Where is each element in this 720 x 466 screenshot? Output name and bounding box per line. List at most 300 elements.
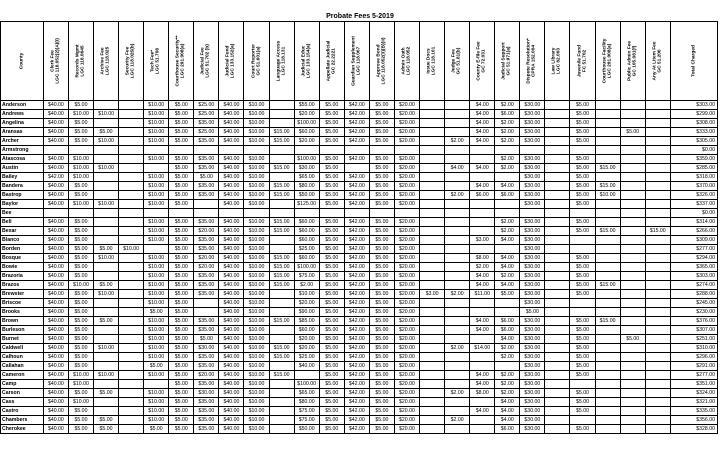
fee-cell <box>595 326 620 335</box>
fee-cell <box>520 209 545 218</box>
fee-cell <box>269 290 294 299</box>
fee-cell <box>219 209 244 218</box>
fee-cell: $14.00 <box>470 344 495 353</box>
table-row <box>1 137 718 146</box>
fee-cell: $30.00 <box>520 272 545 281</box>
fee-cell <box>445 407 470 416</box>
fee-cell <box>595 137 620 146</box>
fee-cell: $15.00 <box>269 254 294 263</box>
fee-cell: $5.00 <box>68 128 93 137</box>
fee-cell <box>445 317 470 326</box>
fee-cell <box>620 236 645 245</box>
fee-cell: $40.00 <box>43 263 68 272</box>
county-cell: Bee <box>1 209 44 218</box>
fee-cell <box>394 146 419 155</box>
fee-cell <box>595 155 620 164</box>
fee-cell: $5.00 <box>570 425 595 434</box>
column-header <box>94 22 119 101</box>
table-body <box>1 101 718 434</box>
fee-cell: $15.00 <box>595 317 620 326</box>
fee-cell: $5.00 <box>319 218 344 227</box>
fee-cell: $5.00 <box>570 191 595 200</box>
fee-cell <box>119 146 144 155</box>
fee-cell: $20.00 <box>394 362 419 371</box>
fee-cell <box>119 362 144 371</box>
fee-cell: $10.00 <box>144 344 169 353</box>
fee-cell <box>545 371 570 380</box>
fee-cell: $5.00 <box>369 263 394 272</box>
fee-cell <box>445 371 470 380</box>
column-header <box>595 22 620 101</box>
fee-cell <box>94 146 119 155</box>
fee-cell: $15.00 <box>269 317 294 326</box>
fee-cell: $42.00 <box>344 191 369 200</box>
fee-cell: $75.00 <box>294 416 319 425</box>
fee-cell: $10.00 <box>144 326 169 335</box>
fee-cell <box>420 272 445 281</box>
fee-cell <box>319 209 344 218</box>
fee-cell: $10.00 <box>94 371 119 380</box>
fee-cell: $5.00 <box>319 335 344 344</box>
fee-cell: $4.00 <box>495 398 520 407</box>
total-cell: $337.00 <box>670 200 717 209</box>
table-row <box>1 317 718 326</box>
fee-cell: $30.00 <box>520 173 545 182</box>
fee-cell: $10.00 <box>244 326 269 335</box>
county-cell: Chambers <box>1 416 44 425</box>
fee-cell <box>645 290 670 299</box>
fee-cell: $35.00 <box>194 281 219 290</box>
column-header-label: Security Fee LGC 118.025(b) <box>125 43 137 79</box>
fee-cell <box>470 425 495 434</box>
fee-cell: $4.00 <box>470 128 495 137</box>
fee-cell: $5.00 <box>570 182 595 191</box>
total-cell: $303.00 <box>670 272 717 281</box>
fee-cell: $5.00 <box>570 362 595 371</box>
fee-cell: $10.00 <box>244 353 269 362</box>
fee-cell: $2.00 <box>445 137 470 146</box>
fee-cell: $3.00 <box>470 236 495 245</box>
total-cell: $285.00 <box>670 164 717 173</box>
county-cell: Burnet <box>1 335 44 344</box>
fee-cell <box>420 218 445 227</box>
fee-cell: $5.00 <box>68 416 93 425</box>
fee-cell: $35.00 <box>194 407 219 416</box>
table-row <box>1 335 718 344</box>
fee-cell: $40.00 <box>219 254 244 263</box>
fee-cell: $10.00 <box>595 191 620 200</box>
fee-cell: $5.00 <box>319 416 344 425</box>
fee-cell <box>545 164 570 173</box>
fee-cell: $40.00 <box>219 425 244 434</box>
fee-cell: $35.00 <box>194 182 219 191</box>
column-header <box>344 22 369 101</box>
fee-cell: $10.00 <box>244 182 269 191</box>
county-cell: Carson <box>1 389 44 398</box>
fee-cell: $4.00 <box>470 164 495 173</box>
fee-cell: $35.00 <box>194 245 219 254</box>
fee-cell: $2.00 <box>445 416 470 425</box>
total-cell: $294.00 <box>670 254 717 263</box>
fee-cell: $10.00 <box>244 173 269 182</box>
fee-cell: $15.00 <box>269 128 294 137</box>
fee-cell: $5.00 <box>144 362 169 371</box>
fee-cell: $5.00 <box>570 254 595 263</box>
fee-cell <box>94 236 119 245</box>
fee-cell <box>445 110 470 119</box>
fee-cell <box>470 218 495 227</box>
fee-cell <box>645 209 670 218</box>
table-row <box>1 173 718 182</box>
fee-cell: $40.00 <box>219 389 244 398</box>
fee-cell: $42.00 <box>344 155 369 164</box>
table-row <box>1 344 718 353</box>
fee-cell <box>94 353 119 362</box>
county-cell: Bandera <box>1 182 44 191</box>
fee-cell: $10.00 <box>119 245 144 254</box>
fee-cell: $5.00 <box>319 299 344 308</box>
county-cell: Austin <box>1 164 44 173</box>
fee-cell: $20.00 <box>394 119 419 128</box>
fee-cell: $42.00 <box>344 101 369 110</box>
fee-cell: $2.00 <box>495 380 520 389</box>
fee-cell <box>645 272 670 281</box>
fee-cell: $42.00 <box>344 281 369 290</box>
fee-cell <box>445 146 470 155</box>
fee-cell <box>595 371 620 380</box>
fee-cell <box>620 218 645 227</box>
fee-cell: $42.00 <box>344 119 369 128</box>
fee-cell: $20.00 <box>394 425 419 434</box>
fee-cell <box>445 227 470 236</box>
fee-cell: $15.00 <box>269 137 294 146</box>
fee-cell: $2.00 <box>495 119 520 128</box>
fee-cell <box>595 218 620 227</box>
fee-cell: $30.00 <box>520 281 545 290</box>
fee-cell <box>595 200 620 209</box>
table-row <box>1 371 718 380</box>
fee-cell <box>269 389 294 398</box>
fee-cell: $10.00 <box>144 200 169 209</box>
fee-cell: $10.00 <box>144 371 169 380</box>
column-header <box>169 22 194 101</box>
fee-cell: $5.00 <box>169 335 194 344</box>
fee-cell <box>119 407 144 416</box>
county-cell: Brooks <box>1 308 44 317</box>
fee-cell <box>119 299 144 308</box>
fee-cell: $5.00 <box>319 245 344 254</box>
total-cell: $251.00 <box>670 335 717 344</box>
fee-cell: $40.00 <box>43 299 68 308</box>
fee-cell: $10.00 <box>144 263 169 272</box>
fee-cell: $20.00 <box>394 200 419 209</box>
fee-cell: $35.00 <box>194 326 219 335</box>
fee-cell: $5.00 <box>169 272 194 281</box>
fee-cell <box>470 362 495 371</box>
fee-cell <box>545 155 570 164</box>
fee-cell: $5.00 <box>369 389 394 398</box>
total-cell: $291.00 <box>670 362 717 371</box>
fee-cell: $6.00 <box>495 317 520 326</box>
fee-cell: $5.00 <box>369 290 394 299</box>
fee-cell <box>545 254 570 263</box>
fee-cell: $20.00 <box>394 398 419 407</box>
fee-cell <box>420 191 445 200</box>
fee-cell: $10.00 <box>244 218 269 227</box>
fee-cell: $4.00 <box>470 272 495 281</box>
fee-cell: $40.00 <box>219 344 244 353</box>
fee-cell: $15.00 <box>269 344 294 353</box>
fee-cell <box>495 146 520 155</box>
fee-cell <box>420 155 445 164</box>
fee-cell <box>420 344 445 353</box>
total-cell: $365.00 <box>670 263 717 272</box>
fee-cell: $30.00 <box>520 155 545 164</box>
fee-cell: $25.00 <box>194 101 219 110</box>
fee-cell <box>620 317 645 326</box>
fee-cell <box>545 353 570 362</box>
table-row <box>1 101 718 110</box>
fee-cell: $30.00 <box>520 371 545 380</box>
fee-cell: $15.00 <box>269 371 294 380</box>
fee-cell <box>394 209 419 218</box>
total-cell: $277.00 <box>670 245 717 254</box>
fee-cell <box>445 173 470 182</box>
fee-cell: $30.00 <box>520 110 545 119</box>
fee-cell <box>269 155 294 164</box>
fee-cell: $30.00 <box>520 263 545 272</box>
fee-cell <box>445 101 470 110</box>
fee-cell <box>620 209 645 218</box>
fee-cell <box>420 200 445 209</box>
fee-cell: $5.00 <box>68 317 93 326</box>
column-header <box>319 22 344 101</box>
fee-cell <box>119 317 144 326</box>
fee-cell <box>645 254 670 263</box>
table-row <box>1 398 718 407</box>
total-cell: $359.00 <box>670 155 717 164</box>
county-cell: Archer <box>1 137 44 146</box>
fee-cell <box>119 398 144 407</box>
fee-cell <box>420 317 445 326</box>
fee-cell <box>420 425 445 434</box>
fee-cell <box>495 200 520 209</box>
fee-cell: $5.00 <box>68 236 93 245</box>
fee-cell <box>420 245 445 254</box>
fee-cell: $10.00 <box>244 128 269 137</box>
fee-cell <box>119 308 144 317</box>
fee-cell <box>545 263 570 272</box>
fee-cell <box>595 119 620 128</box>
fee-cell <box>420 353 445 362</box>
fee-cell: $4.00 <box>470 119 495 128</box>
fee-cell: $10.00 <box>94 344 119 353</box>
fee-cell: $5.00 <box>319 317 344 326</box>
fee-cell: $5.00 <box>94 128 119 137</box>
fee-cell <box>445 425 470 434</box>
table-row <box>1 299 718 308</box>
county-cell: Briscoe <box>1 299 44 308</box>
fee-cell <box>495 308 520 317</box>
fee-cell: $5.00 <box>369 245 394 254</box>
total-cell: $335.00 <box>670 407 717 416</box>
fee-cell: $5.00 <box>68 101 93 110</box>
fee-cell: $10.00 <box>68 398 93 407</box>
fee-cell <box>595 380 620 389</box>
fee-cell <box>620 245 645 254</box>
fee-cell: $10.00 <box>244 119 269 128</box>
table-row <box>1 389 718 398</box>
fee-cell: $10.00 <box>244 137 269 146</box>
fee-cell: $20.00 <box>394 335 419 344</box>
fee-cell: $4.00 <box>470 137 495 146</box>
fee-cell: $5.00 <box>169 407 194 416</box>
fee-cell <box>545 362 570 371</box>
fee-cell: $5.00 <box>570 389 595 398</box>
fee-cell: $35.00 <box>194 353 219 362</box>
fee-cell: $10.00 <box>244 362 269 371</box>
fee-cell: $5.00 <box>68 425 93 434</box>
fee-cell <box>470 245 495 254</box>
column-header <box>68 22 93 101</box>
fee-cell <box>495 245 520 254</box>
fee-cell: $30.00 <box>520 164 545 173</box>
fee-cell: $10.00 <box>144 119 169 128</box>
fee-cell: $40.00 <box>43 164 68 173</box>
fee-cell: $5.00 <box>369 317 394 326</box>
fee-cell: $15.00 <box>269 353 294 362</box>
fee-cell: $10.00 <box>244 389 269 398</box>
fee-cell: $5.00 <box>570 128 595 137</box>
fee-cell <box>545 101 570 110</box>
fee-cell <box>645 263 670 272</box>
fee-cell <box>645 398 670 407</box>
fee-cell: $40.00 <box>43 353 68 362</box>
fee-cell <box>119 191 144 200</box>
fee-cell: $2.00 <box>495 164 520 173</box>
fee-cell: $40.00 <box>43 272 68 281</box>
fee-cell: $10.00 <box>244 164 269 173</box>
fee-cell: $42.00 <box>344 245 369 254</box>
fee-cell: $5.00 <box>570 119 595 128</box>
fee-cell <box>244 209 269 218</box>
fee-cell: $75.00 <box>294 272 319 281</box>
column-header <box>43 22 68 101</box>
fee-cell: $60.00 <box>294 227 319 236</box>
fee-cell: $5.00 <box>369 326 394 335</box>
fee-cell <box>94 263 119 272</box>
fee-cell <box>595 263 620 272</box>
fee-cell <box>645 182 670 191</box>
fee-cell: $8.00 <box>470 389 495 398</box>
fee-cell <box>620 110 645 119</box>
fee-cell: $5.00 <box>319 128 344 137</box>
total-cell: $296.00 <box>670 353 717 362</box>
column-header <box>269 22 294 101</box>
fee-cell: $40.00 <box>219 263 244 272</box>
fee-cell: $5.00 <box>68 362 93 371</box>
fee-cell: $4.00 <box>470 101 495 110</box>
fee-cell: $5.00 <box>94 389 119 398</box>
table-row <box>1 146 718 155</box>
fee-cell: $10.00 <box>94 110 119 119</box>
fee-cell <box>445 308 470 317</box>
fee-cell: $35.00 <box>194 272 219 281</box>
fee-cell: $15.00 <box>269 263 294 272</box>
fee-cell: $5.00 <box>570 290 595 299</box>
fee-cell: $5.00 <box>169 371 194 380</box>
fee-cell: $10.00 <box>68 155 93 164</box>
fee-cell: $5.00 <box>319 290 344 299</box>
fee-cell: $40.00 <box>219 272 244 281</box>
fee-cell <box>470 200 495 209</box>
fee-cell: $5.00 <box>369 353 394 362</box>
fee-cell <box>119 119 144 128</box>
fee-cell: $10.00 <box>68 110 93 119</box>
fee-cell: $5.00 <box>169 164 194 173</box>
fee-cell: $30.00 <box>520 218 545 227</box>
fee-cell <box>645 281 670 290</box>
fee-cell <box>620 407 645 416</box>
fee-cell: $6.00 <box>470 191 495 200</box>
fee-cell: $2.00 <box>495 371 520 380</box>
fee-cell <box>445 119 470 128</box>
fee-cell: $42.00 <box>344 227 369 236</box>
fee-cell <box>595 425 620 434</box>
fee-cell: $5.00 <box>169 263 194 272</box>
fee-cell <box>545 182 570 191</box>
fee-cell <box>94 182 119 191</box>
column-header <box>520 22 545 101</box>
fee-cell: $5.00 <box>169 101 194 110</box>
fee-cell: $5.00 <box>369 191 394 200</box>
fee-cell <box>420 263 445 272</box>
table-row <box>1 245 718 254</box>
fee-cell <box>570 308 595 317</box>
county-cell: Andrews <box>1 110 44 119</box>
fee-cell <box>68 209 93 218</box>
county-cell: Bowie <box>1 263 44 272</box>
fee-cell: $5.00 <box>319 407 344 416</box>
table-row <box>1 218 718 227</box>
fee-cell: $5.00 <box>570 407 595 416</box>
fee-cell <box>119 290 144 299</box>
fee-cell: $40.00 <box>43 398 68 407</box>
fee-cell: $5.00 <box>620 335 645 344</box>
fee-cell: $4.00 <box>495 236 520 245</box>
fee-cell: $20.00 <box>394 110 419 119</box>
column-header-label: Judicial Educ LGC 133.154(a) <box>301 43 312 79</box>
fee-cell: $2.00 <box>495 101 520 110</box>
fee-cell <box>595 209 620 218</box>
fee-cell <box>545 218 570 227</box>
fee-cell: $10.00 <box>94 200 119 209</box>
fee-cell <box>545 398 570 407</box>
fee-cell <box>445 245 470 254</box>
total-cell: $305.00 <box>670 137 717 146</box>
fee-cell: $5.00 <box>570 398 595 407</box>
column-header <box>1 22 44 101</box>
column-header-label: County E-file Fee GC 72.031 <box>476 41 488 81</box>
county-cell: Cherokee <box>1 425 44 434</box>
fee-cell <box>620 425 645 434</box>
fee-cell <box>445 353 470 362</box>
fee-cell <box>420 389 445 398</box>
fee-cell: $10.00 <box>68 164 93 173</box>
fee-cell <box>119 137 144 146</box>
fee-cell: $5.00 <box>570 272 595 281</box>
total-cell: $351.00 <box>670 380 717 389</box>
